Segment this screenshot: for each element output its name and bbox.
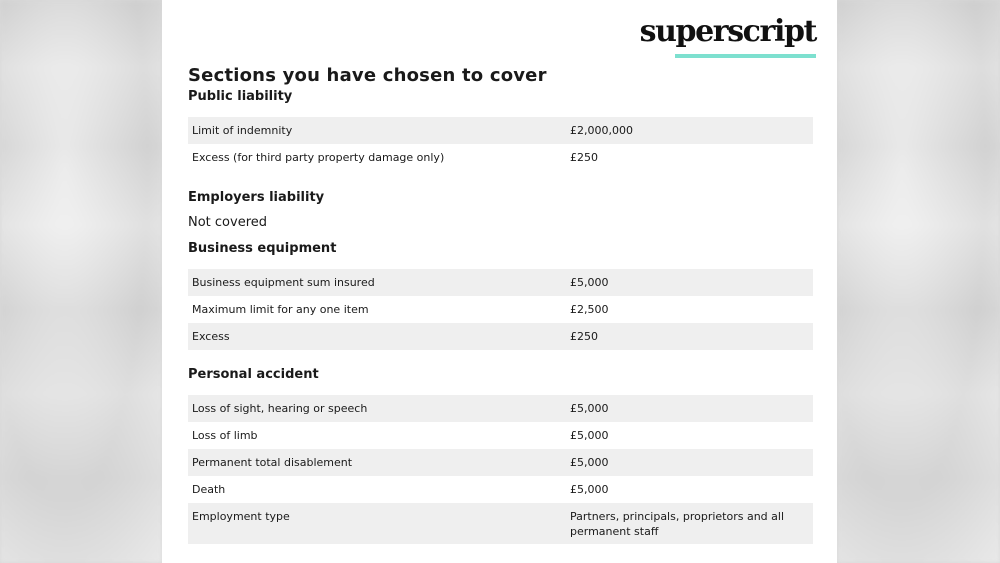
table-row [188, 503, 813, 544]
row-value: £5,000 [570, 429, 609, 442]
employers-liability-status: Not covered [188, 215, 268, 230]
row-label: Limit of indemnity [192, 124, 293, 137]
table-row [188, 144, 813, 171]
table-row [188, 449, 813, 476]
row-label: Employment type [192, 510, 290, 523]
row-label: Loss of sight, hearing or speech [192, 402, 368, 415]
page-title: Sections you have chosen to cover [188, 65, 547, 86]
row-label: Loss of limb [192, 429, 258, 442]
table-row [188, 395, 813, 422]
document-page [162, 0, 837, 563]
superscript-logo [640, 14, 816, 58]
row-label: Excess (for third party property damage only) [192, 151, 445, 164]
table-row [188, 269, 813, 296]
section-heading-employers-liability: Employers liability [188, 190, 325, 205]
document-content [188, 66, 813, 544]
row-value: Partners, principals, proprietors and all permanent staff [570, 510, 785, 538]
row-value: £250 [570, 330, 598, 343]
table-row [188, 476, 813, 503]
row-value: £250 [570, 151, 598, 164]
row-label: Permanent total disablement [192, 456, 353, 469]
logo-underline [675, 54, 816, 58]
personal-accident-table [188, 395, 813, 544]
table-row [188, 422, 813, 449]
public-liability-table [188, 117, 813, 171]
blurred-background-left [0, 0, 162, 563]
section-heading-business-equipment: Business equipment [188, 241, 337, 256]
table-row [188, 117, 813, 144]
row-value: £2,500 [570, 303, 609, 316]
business-equipment-table [188, 269, 813, 350]
row-value: £5,000 [570, 456, 609, 469]
table-row [188, 323, 813, 350]
section-heading-public-liability: Public liability [188, 89, 293, 104]
row-label: Death [192, 483, 226, 496]
logo-text: superscript [639, 14, 816, 49]
blurred-background-right [837, 0, 1000, 563]
row-value: £5,000 [570, 483, 609, 496]
row-value: £2,000,000 [570, 124, 633, 137]
section-heading-personal-accident: Personal accident [188, 367, 319, 382]
row-label: Maximum limit for any one item [192, 303, 369, 316]
table-row [188, 296, 813, 323]
row-label: Business equipment sum insured [192, 276, 375, 289]
row-value: £5,000 [570, 402, 609, 415]
row-value: £5,000 [570, 276, 609, 289]
row-label: Excess [192, 330, 230, 343]
